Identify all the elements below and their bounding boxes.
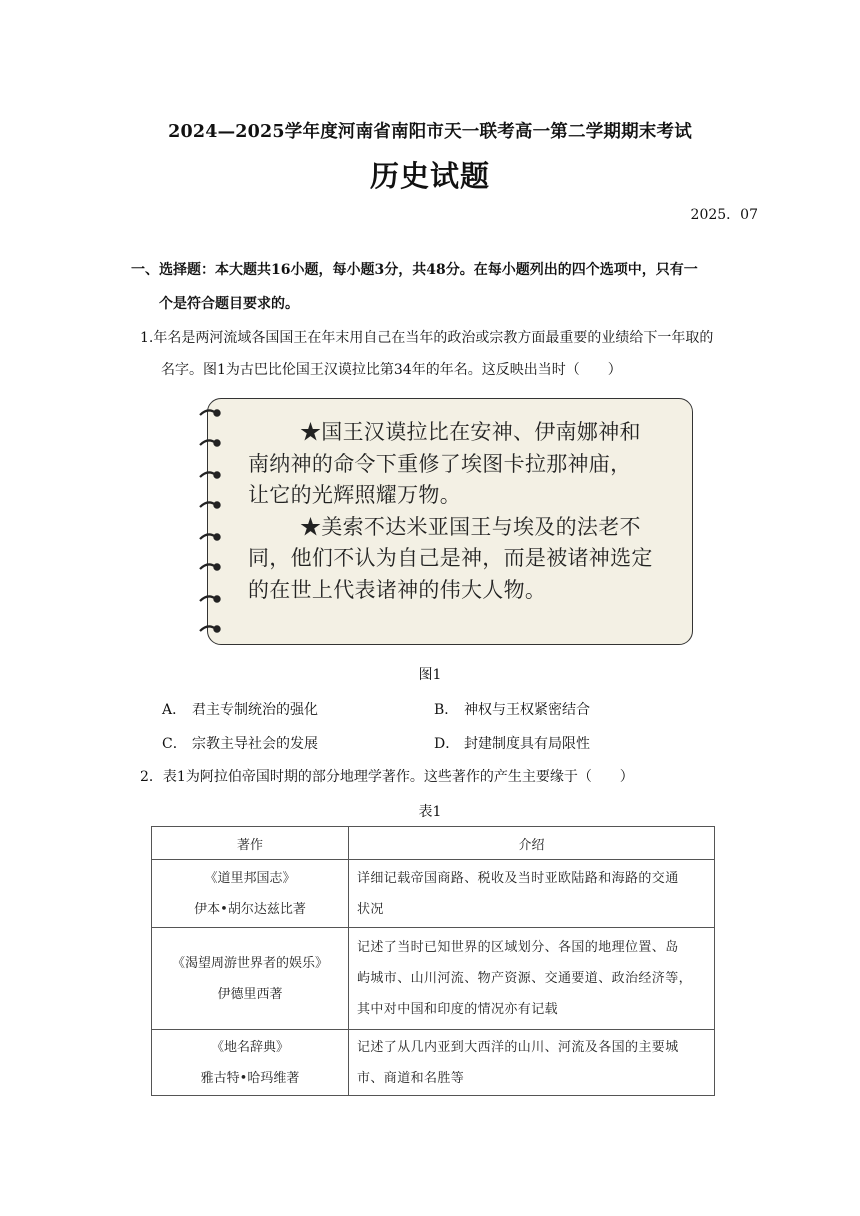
option-c [162,733,318,753]
exam-date: 2025．07 [690,207,758,223]
option-d-letter: D． [434,736,460,752]
book-author: 雅古特•哈玛维著 [200,1070,300,1086]
table-row [152,860,715,928]
figure-1-text [248,417,688,606]
figure-paragraph-2-line2: 同，他们不认为自己是神，而是被诸神选定 [248,546,653,570]
option-b-letter: B． [434,702,459,718]
figure-1-caption: 图1 [418,667,442,683]
table-1-caption: 表1 [418,804,442,820]
intro-line: 记述了从几内亚到大西洋的山川、河流及各国的主要城 [357,1039,679,1055]
option-a [162,699,318,719]
intro-line: 屿城市、山川河流、物产资源、交通要道、政治经济等， [357,971,693,986]
option-c-letter: C． [162,736,187,752]
figure-paragraph-2-line3: 的在世上代表诸神的伟大人物。 [248,577,547,602]
option-b [434,699,590,719]
exam-subject-title: 历史试题 [369,159,490,193]
section-heading-line2: 个是符合题目要求的。 [159,296,299,312]
table-row [152,1030,715,1096]
table-header-intro: 介绍 [349,827,715,860]
question-1-line1: 1.年名是两河流域各国国王在年末用自己在当年的政治或宗教方面最重要的业绩给下一年取的 [140,330,714,346]
option-b-text: 神权与王权紧密结合 [464,702,590,718]
table-cell-intro [349,928,715,1030]
question-1-line2: 名字。图1为古巴比伦国王汉谟拉比第34年的年名。这反映出当时（ ） [161,362,622,378]
table-cell-intro [349,1030,715,1096]
table-row [152,928,715,1030]
table-header-row [152,827,715,860]
table-cell-intro [349,860,715,928]
figure-paragraph-1-line3: 让它的光辉照耀万物。 [248,483,461,507]
intro-line: 详细记载帝国商路、税收及当时亚欧陆路和海路的交通 [357,870,679,886]
table-1 [151,826,715,1096]
figure-paragraph-1-line1: ★国王汉谟拉比在安神、伊南娜神和 [300,420,641,444]
option-c-text: 宗教主导社会的发展 [192,736,318,752]
table-cell-book [152,1030,349,1096]
option-a-letter: A． [162,702,187,718]
book-author: 伊德里西著 [217,986,283,1002]
exam-title: 2024—2025学年度河南省南阳市天一联考高一第二学期期末考试 [168,122,692,142]
intro-line: 记述了当时已知世界的区域划分、各国的地理位置、岛 [357,940,679,955]
table-cell-book [152,860,349,928]
figure-paragraph-1-line2: 南纳神的命令下重修了埃图卡拉那神庙， [248,451,632,476]
book-title: 《道里邦国志》 [204,870,296,886]
notebook-rings-icon [194,399,234,646]
book-title: 《地名辞典》 [210,1039,289,1055]
question-2-line1: 2．表1为阿拉伯帝国时期的部分地理学著作。这些著作的产生主要缘于（ ） [140,769,634,785]
option-d [434,733,590,753]
option-a-text: 君主专制统治的强化 [192,702,318,718]
intro-line: 市、商道和名胜等 [357,1070,465,1086]
figure-paragraph-2-line1: ★美索不达米亚国王与埃及的法老不 [300,514,641,539]
section-heading-line1: 一、选择题：本大题共16小题，每小题3分，共48分。在每小题列出的四个选项中，只有一 [131,262,698,278]
table-cell-book [152,928,349,1030]
book-author: 伊本•胡尔达兹比著 [194,901,306,917]
figure-1-notebook [207,398,693,645]
intro-line: 状况 [357,901,384,917]
book-title: 《渴望周游世界者的娱乐》 [171,955,328,971]
table-header-book: 著作 [152,827,349,860]
intro-line: 其中对中国和印度的情况亦有记载 [357,1002,559,1017]
option-d-text: 封建制度具有局限性 [464,736,590,752]
